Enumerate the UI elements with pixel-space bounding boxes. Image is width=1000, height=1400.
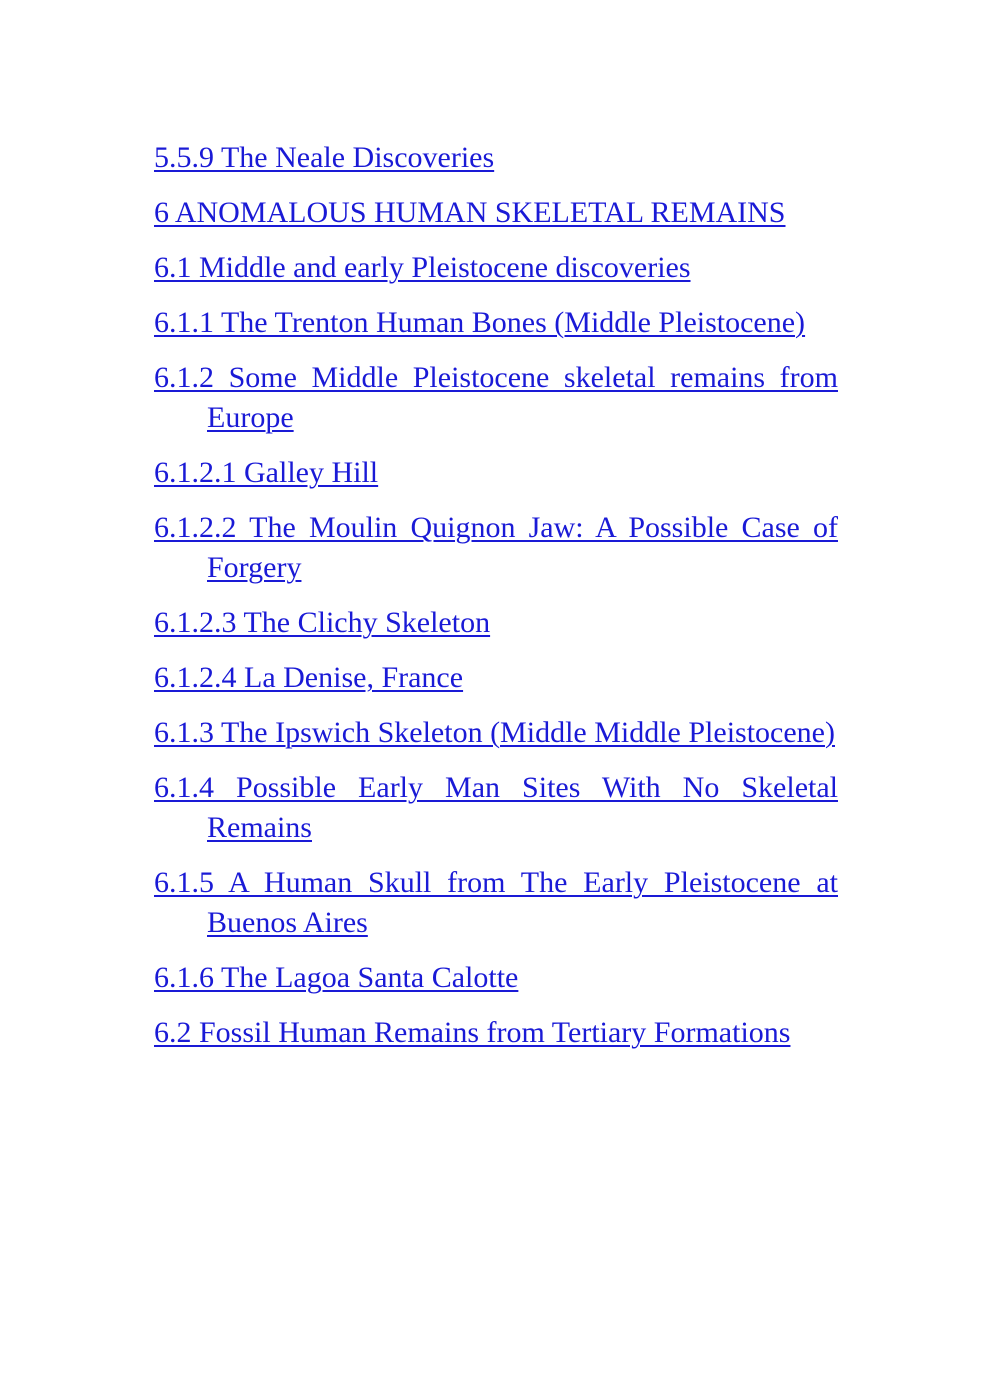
toc-link[interactable]: 6 ANOMALOUS HUMAN SKELETAL REMAINS: [154, 196, 786, 229]
toc-link[interactable]: 6.1.2 Some Middle Pleistocene skeletal remains from Europe: [154, 361, 838, 434]
toc-entry[interactable]: [154, 658, 838, 698]
toc-link[interactable]: 6.1.2.4 La Denise, France: [154, 661, 464, 694]
toc-link[interactable]: 6.1.4 Possible Early Man Sites With No Skeletal Remains: [154, 771, 838, 844]
toc-entry[interactable]: [154, 863, 838, 943]
toc-link[interactable]: 6.1.2.1 Galley Hill: [154, 456, 379, 489]
table-of-contents: [154, 138, 838, 1068]
toc-entry[interactable]: [154, 193, 838, 233]
toc-entry[interactable]: [154, 768, 838, 848]
toc-entry[interactable]: [154, 248, 838, 288]
toc-link[interactable]: 6.2 Fossil Human Remains from Tertiary Formations: [154, 1016, 791, 1049]
toc-entry[interactable]: [154, 713, 838, 753]
toc-entry[interactable]: [154, 453, 838, 493]
toc-entry[interactable]: [154, 358, 838, 438]
toc-link[interactable]: 6.1 Middle and early Pleistocene discoveries: [154, 251, 691, 284]
toc-entry[interactable]: [154, 603, 838, 643]
toc-link[interactable]: 6.1.3 The Ipswich Skeleton (Middle Middle Pleistocene): [154, 716, 835, 749]
toc-entry[interactable]: [154, 508, 838, 588]
toc-link[interactable]: 6.1.2.2 The Moulin Quignon Jaw: A Possible Case of Forgery: [154, 511, 838, 584]
toc-entry[interactable]: [154, 1013, 838, 1053]
toc-entry[interactable]: [154, 138, 838, 178]
toc-link[interactable]: 6.1.2.3 The Clichy Skeleton: [154, 606, 491, 639]
toc-link[interactable]: 6.1.5 A Human Skull from The Early Pleistocene at Buenos Aires: [154, 866, 838, 939]
toc-entry[interactable]: [154, 303, 838, 343]
toc-entry[interactable]: [154, 958, 838, 998]
toc-link[interactable]: 6.1.6 The Lagoa Santa Calotte: [154, 961, 519, 994]
toc-link[interactable]: 5.5.9 The Neale Discoveries: [154, 141, 495, 174]
toc-link[interactable]: 6.1.1 The Trenton Human Bones (Middle Pleistocene): [154, 306, 806, 339]
